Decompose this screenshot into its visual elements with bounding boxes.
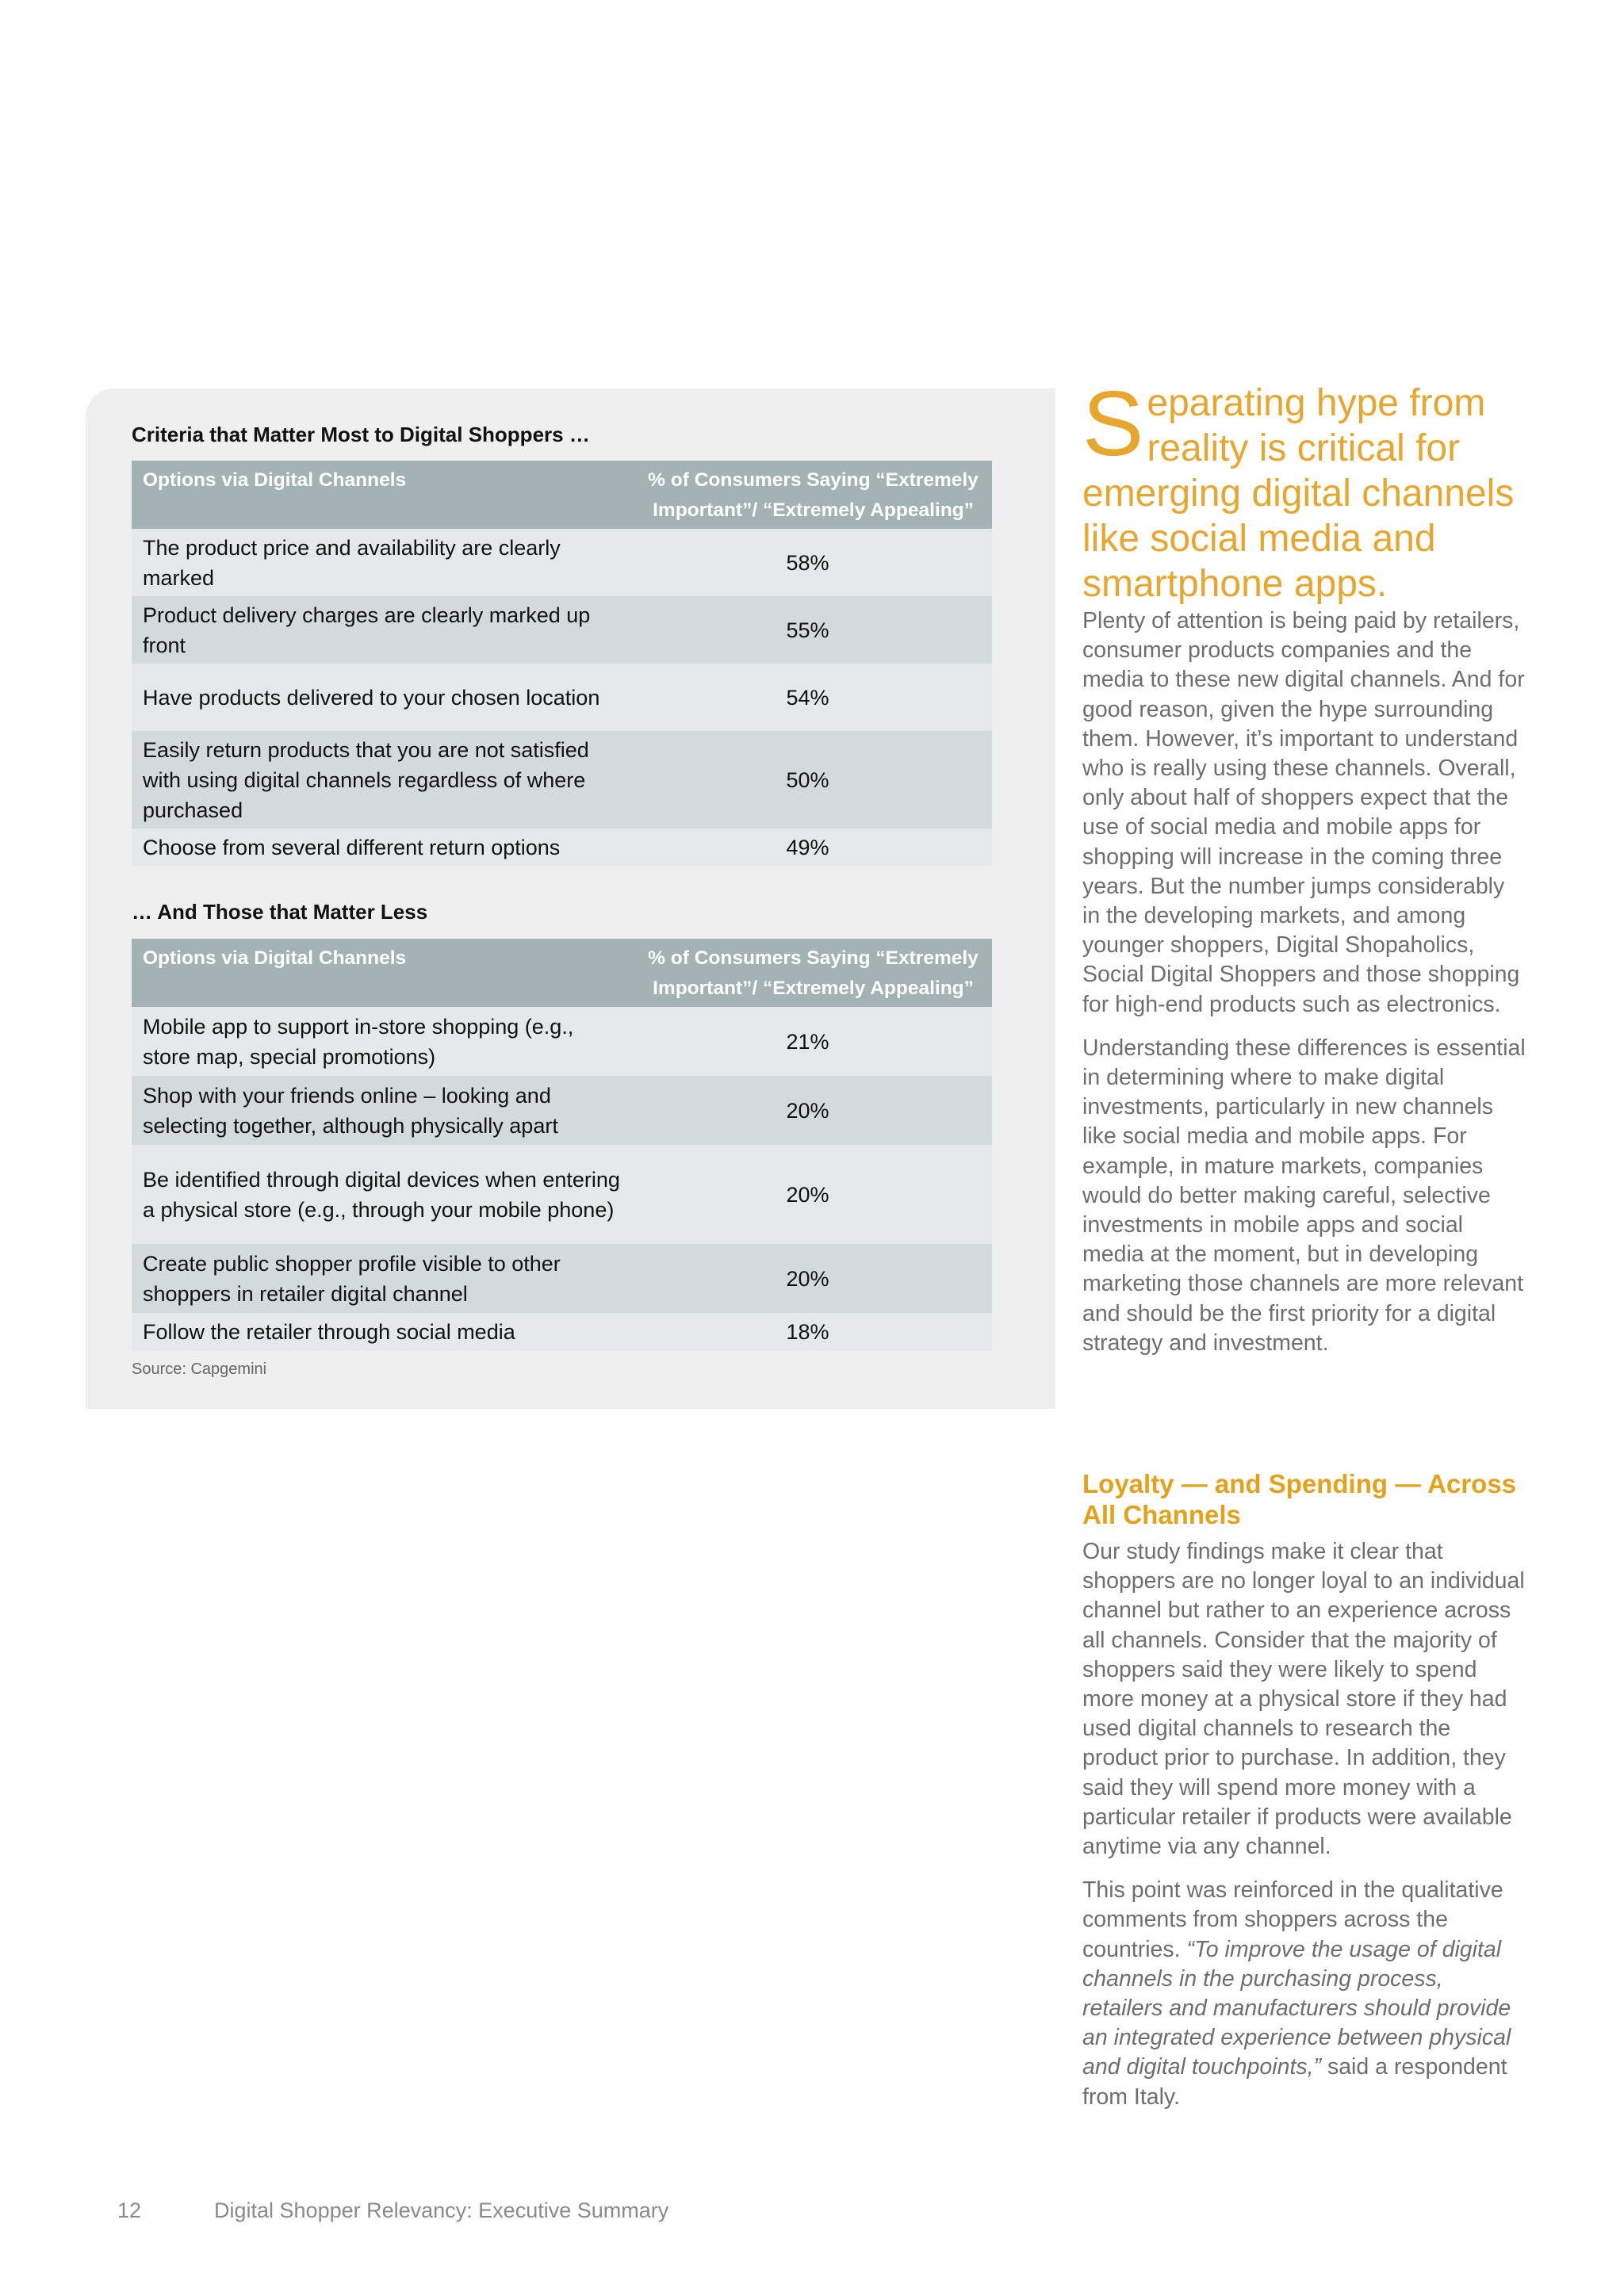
- table1: [132, 461, 992, 866]
- quote-attribution: said a respondent from Italy.: [1082, 2054, 1507, 2110]
- percent-value: 20%: [786, 1098, 829, 1123]
- pull-quote-text: eparating hype from reality is critical for emerging digital channels like social media and smartphone apps.: [1082, 382, 1515, 605]
- section-heading: Loyalty — and Spending — Across All Channels: [1082, 1469, 1517, 1529]
- respondent-quote: “To improve the usage of digital channels in the purchasing process, retailers and manufacturers should provide an integrated experience between physical and digital touchpoints,”: [1082, 1936, 1511, 2080]
- option-label: Choose from several different return options: [143, 835, 561, 859]
- option-label: Have products delivered to your chosen location: [143, 685, 600, 710]
- table-row: [132, 731, 992, 828]
- percent-value: 58%: [786, 550, 829, 575]
- percent-value: 54%: [786, 685, 829, 710]
- percent-value: 20%: [786, 1266, 829, 1291]
- pull-quote: [1082, 372, 1526, 607]
- paragraph: Our study findings make it clear that shoppers are no longer loyal to an individual channel but rather to an experience across all channels. Consider that the majority of shoppers said they were likely to spend more money at a physical store if they had used digital channels to research the product prior to purchase. In addition, they said they will spend more money with a particular retailer if products were available anytime via any channel.: [1082, 1539, 1525, 1860]
- percent-value: 18%: [786, 1320, 829, 1344]
- footer-title: Digital Shopper Relevancy: Executive Summary: [214, 2198, 669, 2222]
- quote-lead: This point was reinforced in the qualitative comments from shoppers across the countries.: [1082, 1877, 1503, 1962]
- table2-header-col1: Options via Digital Channels: [143, 947, 407, 969]
- table-row: [132, 664, 992, 731]
- percent-value: 20%: [786, 1182, 829, 1207]
- percent-value: 50%: [786, 767, 829, 792]
- table1-header: [132, 461, 992, 529]
- percent-value: 49%: [786, 835, 829, 859]
- option-label: Shop with your friends online – looking and selecting together, although physically apart: [143, 1083, 558, 1138]
- table1-body: [132, 529, 992, 866]
- paragraph-with-quote: [1082, 1876, 1526, 2112]
- table2-title: … And Those that Matter Less: [132, 900, 428, 924]
- percent-value: 55%: [786, 618, 829, 642]
- table-row: [132, 1076, 992, 1145]
- intro-body: [1082, 607, 1526, 1372]
- table-row: [132, 1007, 992, 1076]
- table1-header-col1: Options via Digital Channels: [143, 469, 407, 491]
- drop-cap: S: [1082, 372, 1144, 475]
- option-label: Product delivery charges are clearly marked up front: [143, 603, 591, 657]
- percent-value: 21%: [786, 1029, 829, 1054]
- paragraph: Plenty of attention is being paid by retailers, consumer products companies and the media to these new digital channels. And for good reason, given the hype surrounding them. However, it’s important to understand who is really using these channels. Overall, only about half of shoppers expect that the use of social media and mobile apps for shopping will increase in the coming three years. But the number jumps considerably in the developing markets, and among younger shoppers, Digital Shopaholics, Social Digital Shoppers and those shopping for high-end products such as electronics.: [1082, 608, 1525, 1017]
- source-note: Source: Capgemini: [132, 1360, 267, 1378]
- option-label: Mobile app to support in-store shopping (e.g., store map, special promotions): [143, 1014, 574, 1069]
- table2: [132, 939, 992, 1351]
- option-label: Be identified through digital devices when entering a physical store (e.g., through your mobile phone): [143, 1167, 620, 1222]
- table1-header-col2: % of Consumers Saying “Extremely Important”/ “Extremely Appealing”: [648, 469, 979, 521]
- table-row: [132, 1313, 992, 1351]
- option-label: Easily return products that you are not satisfied with using digital channels regardless of where purchased: [143, 737, 589, 822]
- table-row: [132, 1145, 992, 1244]
- table-row: [132, 1244, 992, 1313]
- option-label: The product price and availability are clearly marked: [143, 535, 561, 590]
- option-label: Follow the retailer through social media: [143, 1320, 515, 1344]
- paragraph: Understanding these differences is essential in determining where to make digital investments, particularly in new channels like social media and mobile apps. For example, in mature markets, companies would do better making careful, selective investments in mobile apps and social media at the moment, but in developing marketing those channels are more relevant and should be the first priority for a digital strategy and investment.: [1082, 1035, 1526, 1356]
- option-label: Create public shopper profile visible to other shoppers in retailer digital channel: [143, 1251, 561, 1306]
- page-number: 12: [117, 2198, 142, 2222]
- table-row: [132, 596, 992, 664]
- table1-title: Criteria that Matter Most to Digital Shoppers …: [132, 423, 590, 446]
- table2-body: [132, 1007, 992, 1351]
- table2-header: [132, 939, 992, 1007]
- table2-header-col2: % of Consumers Saying “Extremely Important”/ “Extremely Appealing”: [648, 947, 979, 999]
- table-row: [132, 529, 992, 596]
- loyalty-body: [1082, 1537, 1526, 2126]
- table-row: [132, 828, 992, 866]
